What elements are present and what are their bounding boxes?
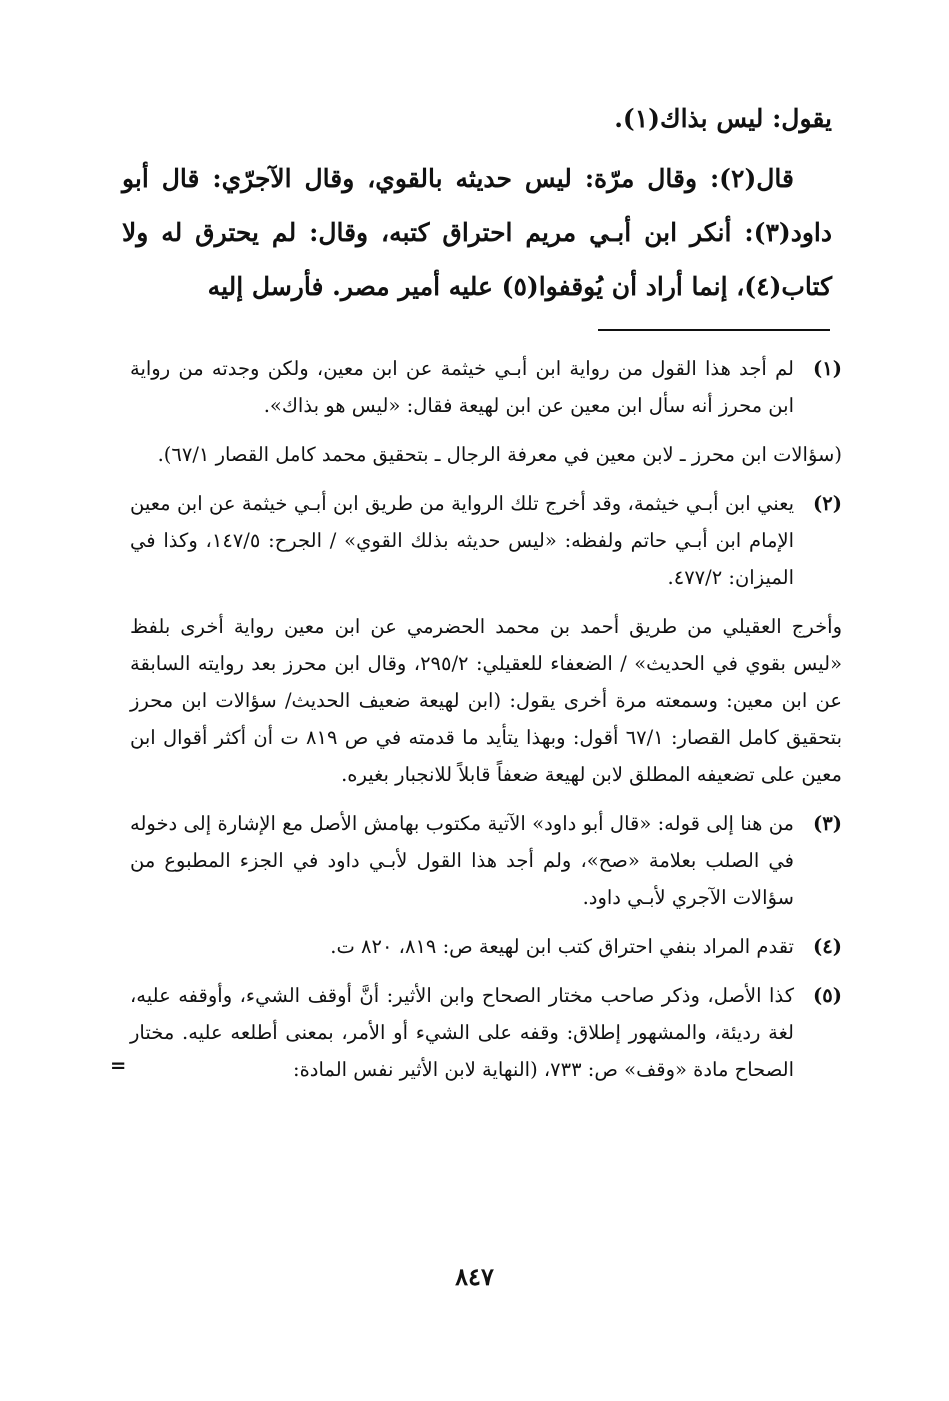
footnote-1 xyxy=(130,350,842,424)
footnote-text: من هنا إلى قوله: «قال أبو داود» الآتية مكتوب بهامش الأصل مع الإشارة إلى دخوله في الصلب بعلامة «صح»، ولم أجد هذا القول لأبـي داود في الجزء المطبوع من سؤالات الآجري لأبـي داود. xyxy=(130,812,794,909)
footnote-number: (٣) xyxy=(813,812,842,835)
footnote-number: (١) xyxy=(813,357,842,380)
footnote-number: (٤) xyxy=(813,935,842,958)
footnotes-section xyxy=(110,350,842,1100)
footnote-2 xyxy=(130,485,842,596)
main-text-paragraph: قال(٢): وقال مرّة: ليس حديثه بالقوي، وقال الآجرّي: قال أبو داود(٣): أنكر ابن أبـي مريم احتراق كتبه، وقال: لم يحترق له ولا كتاب(٤)، إنما أراد أن يُوقفوا(٥) عليه أمير مصر. فأرسل إليه xyxy=(122,164,832,301)
footnote-text: تقدم المراد بنفي احتراق كتب ابن لهيعة ص: ٨١٩، ٨٢٠ ت. xyxy=(330,935,794,958)
footnote-2-continuation: وأخرج العقيلي من طريق أحمد بن محمد الحضرمي عن ابن معين رواية أخرى بلفظ «ليس بقوي في الحديث» / الضعفاء للعقيلي: ٢٩٥/٢، وقال ابن محرز بعد روايته السابقة عن ابن معين: وسمعته مرة أخرى يقول: (ابن لهيعة ضعيف الحديث/ سؤالات ابن محرز بتحقيق كامل القصار: ٦٧/١ أقول: وبهذا يتأيد ما قدمته في ص ٨١٩ ت أن أكثر أقوال ابن معين على تضعيفه المطلق لابن لهيعة ضعفاً قابلاً للانجبار بغيره. xyxy=(130,615,842,786)
footnote-number: (٥) xyxy=(813,984,842,1007)
footnote-1-citation: (سؤالات ابن محرز ـ لابن معين في معرفة الرجال ـ بتحقيق محمد كامل القصار ٦٧/١). xyxy=(157,443,842,466)
footnote-3 xyxy=(130,805,842,916)
page-number: ٨٤٧ xyxy=(455,1262,494,1291)
footnote-5 xyxy=(110,977,842,1088)
footnote-number: (٢) xyxy=(813,492,842,515)
footnote-divider xyxy=(598,329,830,331)
continuation-mark: = xyxy=(110,1054,127,1077)
footnote-4 xyxy=(130,928,842,965)
footnote-text: يعني ابن أبـي خيثمة، وقد أخرج تلك الرواية من طريق ابن أبـي خيثمة عن ابن معين الإمام ابن أبـي حاتم ولفظه: «ليس حديثه بذلك القوي» / الجرح: ١٤٧/٥، وكذا في الميزان: ٤٧٧/٢. xyxy=(130,492,794,589)
main-text-line-1: يقول: ليس بذاك(١). xyxy=(614,104,832,133)
footnote-text: كذا الأصل، وذكر صاحب مختار الصحاح وابن الأثير: أنَّ أوقف الشيء، وأوقفه عليه، لغة رديئة، والمشهور إطلاق: وقفه على الشيء أو الأمر، بمعنى أطلعه عليه. مختار الصحاح مادة «وقف» ص: ٧٣٣، (النهاية لابن الأثير نفس المادة: xyxy=(130,984,794,1081)
footnote-text: لم أجد هذا القول من رواية ابن أبـي خيثمة عن ابن معين، ولكن وجدته من رواية ابن محرز أنه سأل ابن معين عن ابن لهيعة فقال: «ليس هو بذاك». xyxy=(130,357,794,417)
